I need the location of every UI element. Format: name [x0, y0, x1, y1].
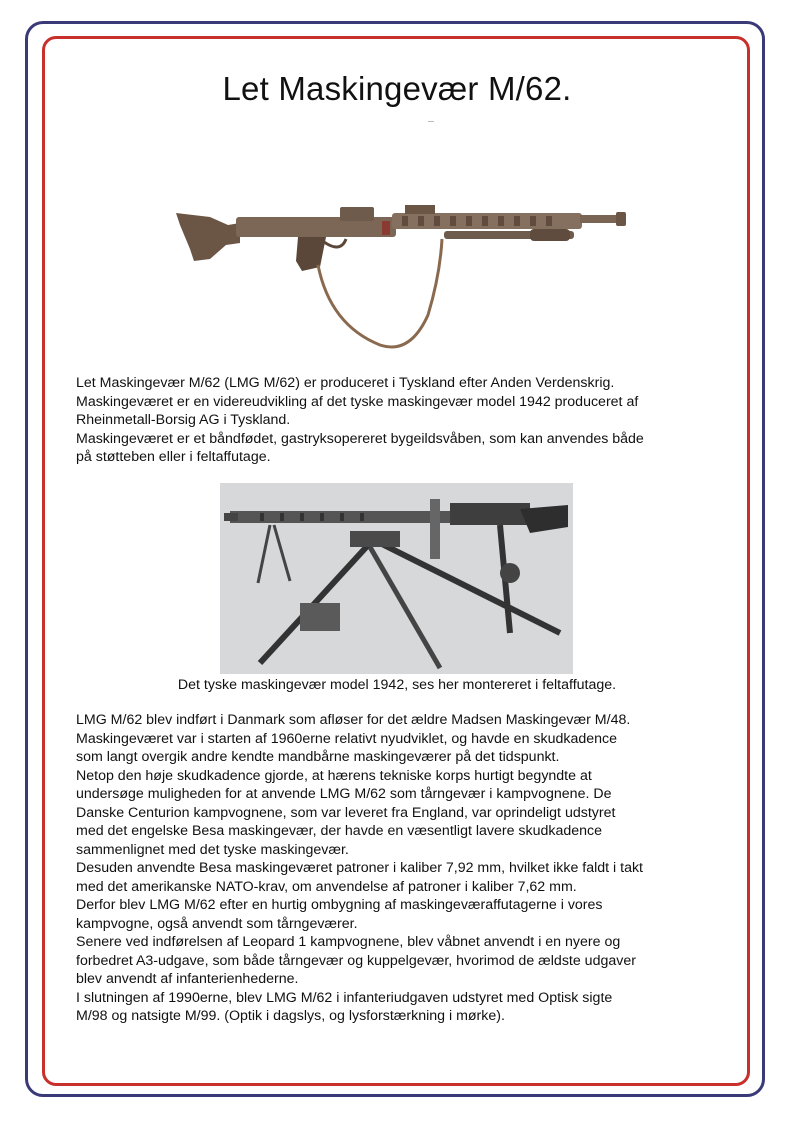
text-line: M/98 og natsigte M/99. (Optik i dagslys, og lysforstærkning i mørke).	[76, 1008, 505, 1024]
text-line: forbedret A3-udgave, som både tårngevær og kuppelgevær, hvorimod de ældste udgaver	[76, 952, 636, 969]
page-title: Let Maskingevær M/62.	[222, 70, 572, 107]
text-line: sammenlignet med det tyske maskingevær.	[76, 841, 349, 858]
text-line: Let Maskingevær M/62 (LMG M/62) er produceret i Tyskland efter Anden Verdenskrig.	[76, 375, 615, 391]
text-line: Maskingeværet er en videreudvikling af det tyske maskingevær model 1942 produceret af	[76, 393, 639, 410]
text-line: Netop den høje skudkadence gjorde, at hærens tekniske korps hurtigt begyndte at	[76, 767, 592, 784]
history-paragraph	[76, 711, 726, 1026]
text-line: som langt overgik andre kendte mandbårne maskingeværer på det tidspunkt.	[76, 749, 560, 765]
text-line: Desuden anvendte Besa maskingeværet patroner i kaliber 7,92 mm, hvilket ikke faldt i takt	[76, 860, 643, 876]
text-line: Senere ved indførelsen af Leopard 1 kampvognene, blev våbnet anvendt i en nyere og	[76, 934, 621, 950]
text-line: Danske Centurion kampvognene, som var leveret fra England, var oprindeligt udstyret	[76, 804, 616, 821]
text-line: kampvogne, også anvendt som tårngeværer.	[76, 915, 358, 932]
machine-gun-photo	[170, 195, 632, 355]
stray-mark	[428, 121, 434, 122]
intro-paragraph	[76, 374, 726, 467]
text-line: Rheinmetall-Borsig AG i Tyskland.	[76, 412, 291, 428]
text-line: I slutningen af 1990erne, blev LMG M/62 i infanteriudgaven udstyret med Optisk sigte	[76, 989, 613, 1006]
text-line: blev anvendt af infanterienhederne.	[76, 971, 299, 987]
text-line: Derfor blev LMG M/62 efter en hurtig ombygning af maskingeværaffutagerne i vores	[76, 897, 603, 913]
mg42-field-mount-photo	[220, 483, 573, 674]
text-line: LMG M/62 blev indført i Danmark som afløser for det ældre Madsen Maskingevær M/48.	[76, 712, 631, 728]
text-line: på støtteben eller i feltaffutage.	[76, 449, 271, 465]
text-line: med det amerikanske NATO-krav, om anvendelse af patroner i kaliber 7,62 mm.	[76, 878, 577, 895]
text-line: Maskingeværet var i starten af 1960erne relativt nyudviklet, og havde en skudkadence	[76, 730, 618, 747]
photo-caption: Det tyske maskingevær model 1942, ses her montereret i feltaffutage.	[177, 677, 617, 693]
text-line: Maskingeværet er et båndfødet, gastryksopereret bygeildsvåben, som kan anvendes både	[76, 430, 644, 447]
text-line: med det engelske Besa maskingevær, der havde en væsentligt lavere skudkadence	[76, 823, 603, 839]
text-line: undersøge muligheden for at anvende LMG M/62 som tårngevær i kampvognene. De	[76, 786, 612, 802]
